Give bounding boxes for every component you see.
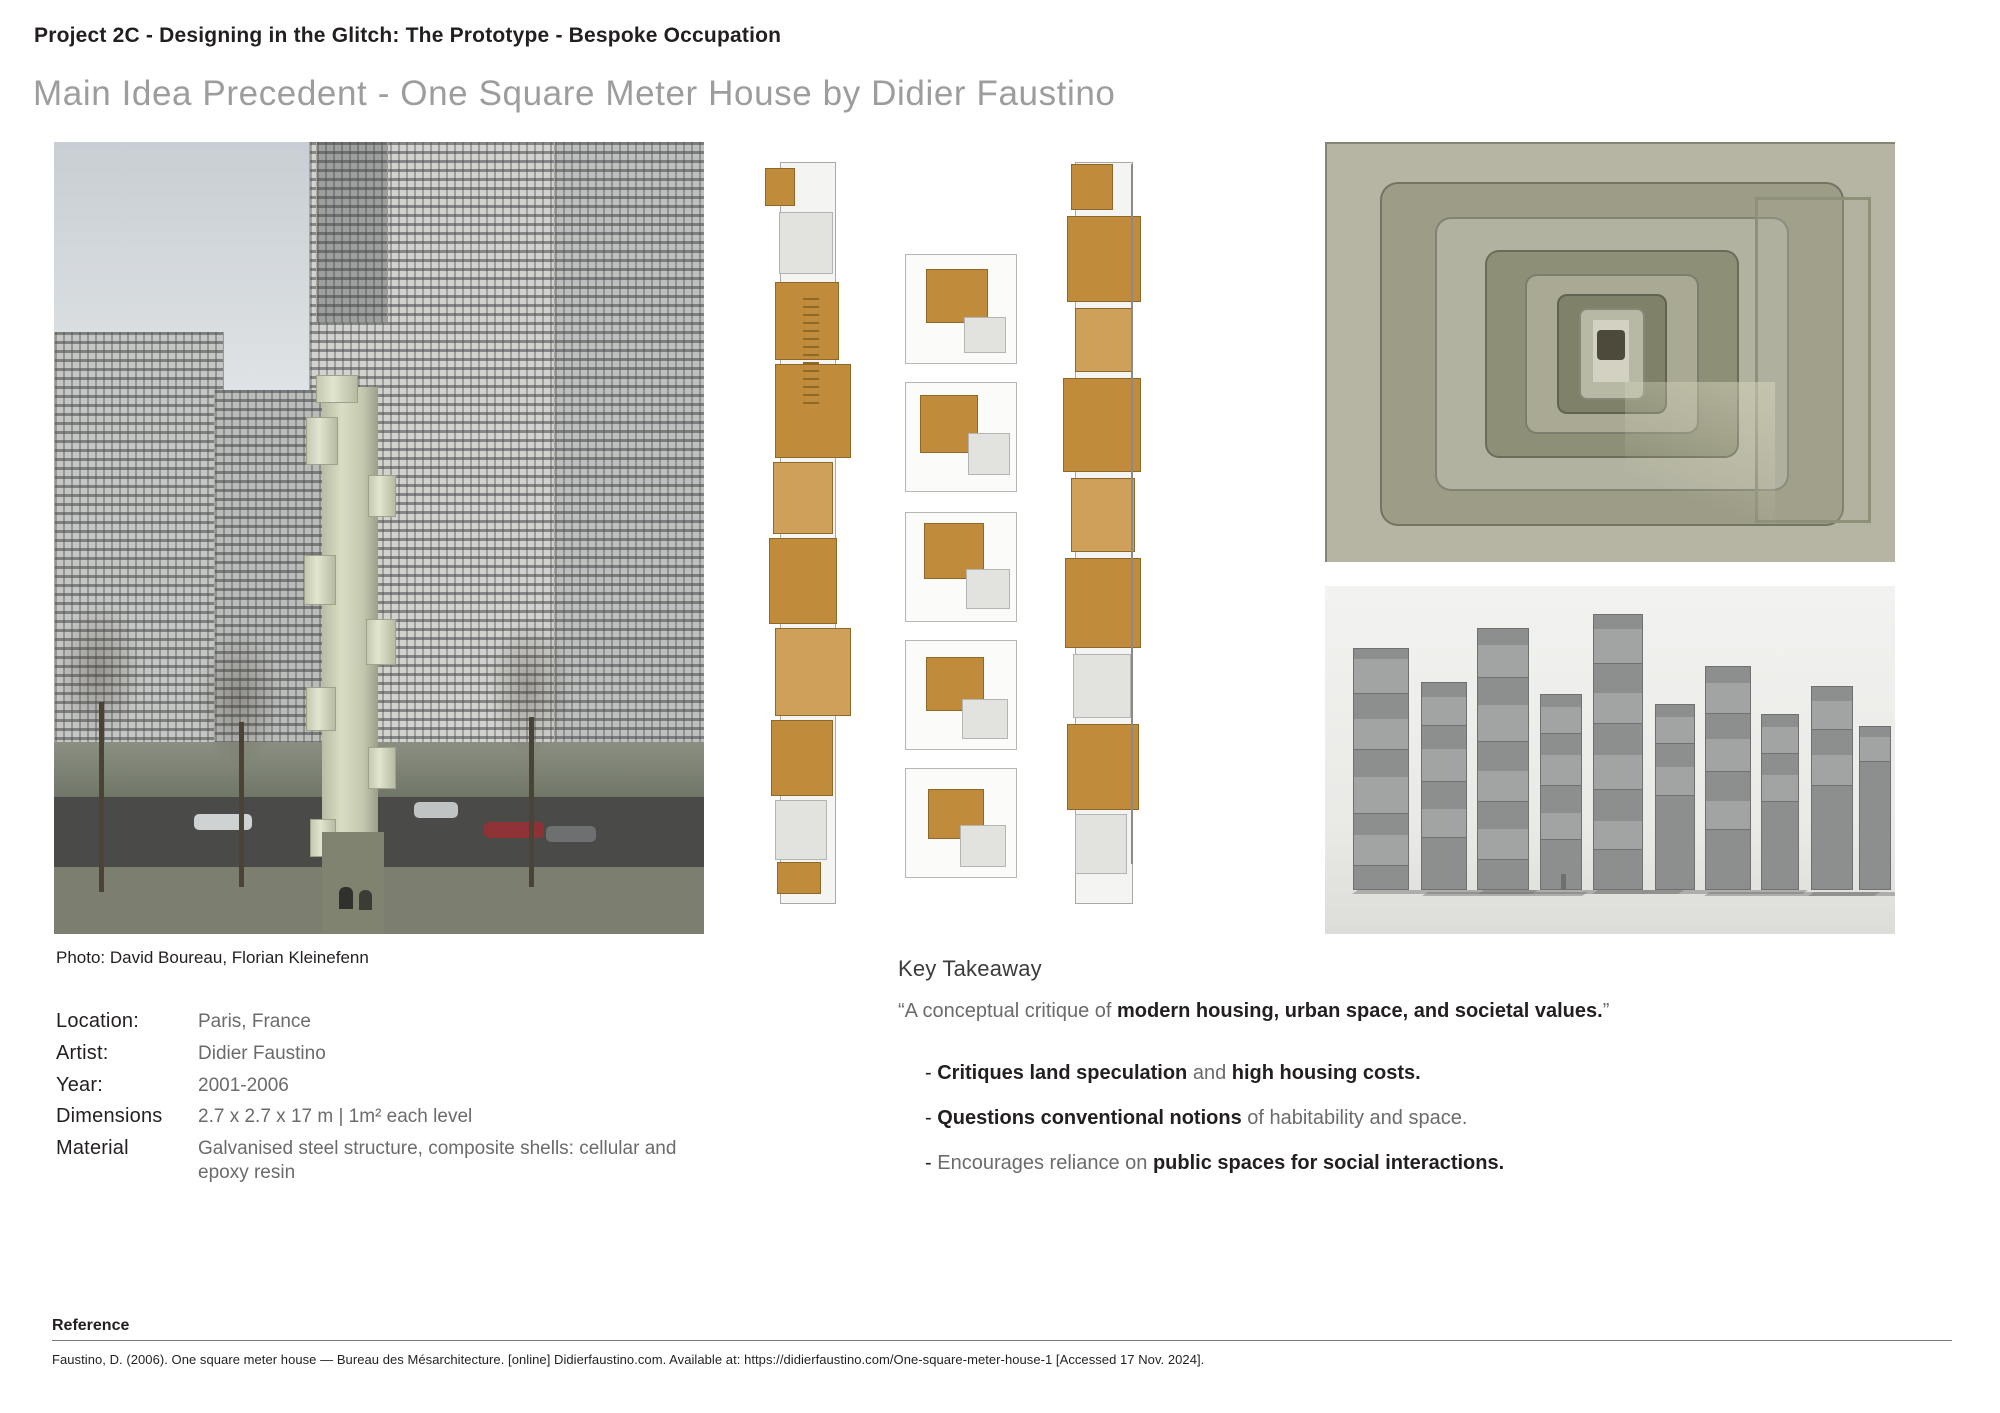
interior-shaft-photo xyxy=(1325,142,1895,562)
plan-level-3 xyxy=(905,512,1017,622)
bullet-lead: Encourages reliance on xyxy=(937,1152,1153,1174)
quote-prefix: “A conceptual critique of xyxy=(898,1000,1118,1022)
bullet-dash: - xyxy=(925,1062,932,1084)
person-in-shaft xyxy=(1597,330,1625,360)
tree-canopy xyxy=(54,597,144,747)
spec-value: 2.7 x 2.7 x 17 m | 1m² each level xyxy=(198,1106,473,1128)
spec-row-dimensions xyxy=(56,1105,756,1129)
bullet-dash: - xyxy=(925,1107,932,1129)
person xyxy=(339,887,353,909)
car xyxy=(546,826,596,842)
spec-value: Didier Faustino xyxy=(198,1042,326,1064)
tower-building xyxy=(316,142,388,322)
bullet-bold: high housing costs xyxy=(1231,1062,1416,1084)
tree-canopy xyxy=(484,612,574,762)
bullet-tail: . xyxy=(1461,1107,1468,1129)
reference-divider xyxy=(52,1340,1952,1341)
quote-suffix: ” xyxy=(1602,1000,1610,1022)
bullet-dash: - xyxy=(925,1152,932,1174)
plan-level-1 xyxy=(905,254,1017,364)
car xyxy=(414,802,458,818)
person-scale-figure xyxy=(1561,874,1566,890)
key-takeaway-bullets xyxy=(925,1062,1925,1197)
bullet-lead: Critiques land speculation xyxy=(937,1062,1188,1084)
reference-text: Faustino, D. (2006). One square meter house — Bureau des Mésarchitecture. [online] Didierfaustino.com. Available at: https://didierfaustino.com/One-square-meter-house-1 [Accessed 17 Nov. 2024]. xyxy=(52,1352,1205,1367)
spec-value: 2001-2006 xyxy=(198,1074,289,1096)
spec-value: Paris, France xyxy=(198,1011,311,1032)
plan-level-4 xyxy=(905,640,1017,750)
section-and-plan-drawings xyxy=(745,142,1285,934)
bullet-tail: . xyxy=(1498,1152,1505,1174)
plan-level-2 xyxy=(905,382,1017,492)
bullet-mid: of habitability and space xyxy=(1241,1107,1462,1129)
bullet-item xyxy=(925,1107,1925,1130)
spec-row-artist xyxy=(56,1042,756,1066)
spec-label: Dimensions xyxy=(56,1105,163,1128)
sculpture-base xyxy=(322,832,384,934)
bullet-bold: public spaces for social interactions xyxy=(1152,1152,1499,1174)
tree-canopy xyxy=(194,622,284,772)
key-takeaway-title: Key Takeaway xyxy=(898,956,1042,981)
street-photo xyxy=(54,142,704,934)
reference-title: Reference xyxy=(52,1317,130,1334)
light-shaft xyxy=(1625,382,1775,542)
plan-level-5 xyxy=(905,768,1017,878)
spec-label: Location: xyxy=(56,1010,139,1032)
spec-label: Artist: xyxy=(56,1041,109,1064)
spec-value: Galvanised steel structure, composite shells: cellular and epoxy resin xyxy=(198,1138,677,1183)
car xyxy=(484,822,544,838)
tower-forest-render xyxy=(1325,586,1895,934)
photo-credit: Photo: David Boureau, Florian Kleinefenn xyxy=(56,948,369,967)
specs-list xyxy=(56,1010,756,1193)
page-title: Main Idea Precedent - One Square Meter House by Didier Faustino xyxy=(33,74,1116,113)
person xyxy=(359,890,372,910)
key-takeaway-quote xyxy=(898,1000,1609,1023)
bullet-mid: and xyxy=(1187,1062,1232,1084)
bullet-tail: . xyxy=(1415,1062,1421,1084)
quote-bold: modern housing, urban space, and societal values. xyxy=(1117,1000,1603,1022)
ladder xyxy=(803,298,819,408)
spec-row-location xyxy=(56,1010,756,1034)
bullet-item xyxy=(925,1152,1925,1175)
project-line: Project 2C - Designing in the Glitch: The Prototype - Bespoke Occupation xyxy=(34,24,782,47)
bullet-lead: Questions conventional notions xyxy=(937,1107,1242,1129)
bullet-item xyxy=(925,1062,1925,1085)
spec-row-material xyxy=(56,1137,756,1185)
tower-building xyxy=(554,142,704,742)
spec-label: Year: xyxy=(56,1073,103,1096)
spec-label: Material xyxy=(56,1137,129,1159)
spec-row-year xyxy=(56,1074,756,1098)
